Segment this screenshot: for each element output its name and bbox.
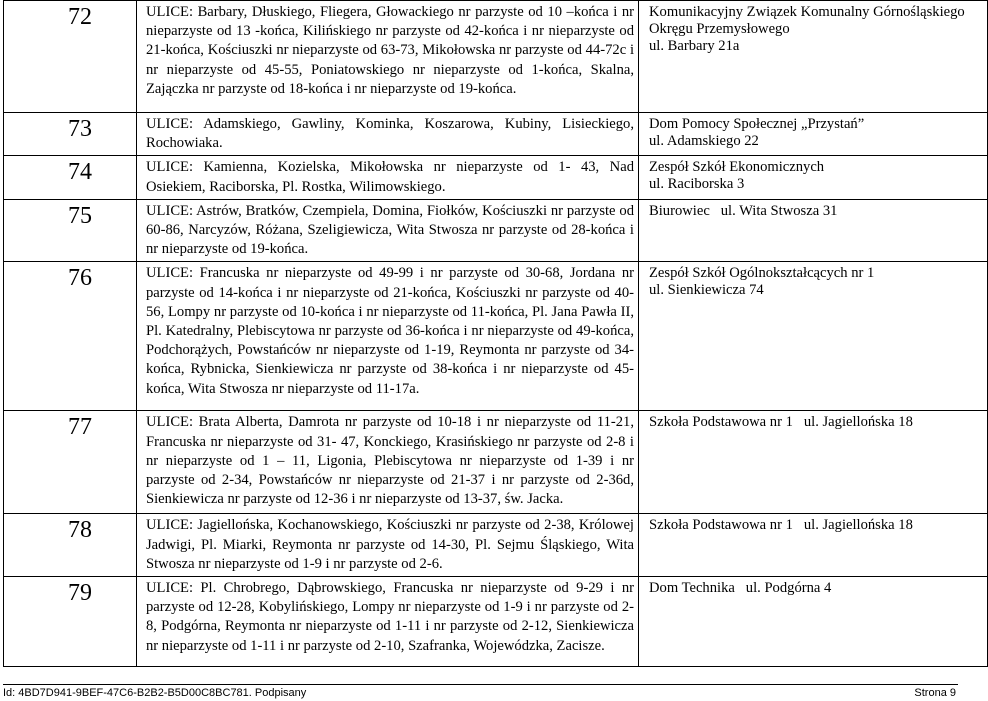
district-streets bbox=[137, 113, 639, 156]
streets-text: ULICE: Adamskiego, Gawliny, Kominka, Koszarowa, Kubiny, Lisieckiego, Rochowiaka. bbox=[146, 116, 634, 152]
district-streets bbox=[137, 577, 639, 667]
table-row bbox=[4, 113, 988, 156]
polling-station-name: Biurowiec ul. Wita Stwosza 31 bbox=[649, 202, 838, 219]
polling-station bbox=[639, 113, 988, 156]
polling-station bbox=[639, 514, 988, 577]
district-streets bbox=[137, 262, 639, 411]
district-number: 76 bbox=[4, 262, 137, 411]
district-number: 78 bbox=[4, 514, 137, 577]
district-number: 79 bbox=[4, 577, 137, 667]
district-number: 72 bbox=[4, 1, 137, 113]
page-footer bbox=[3, 684, 958, 701]
polling-station-name: Szkoła Podstawowa nr 1 ul. Jagiellońska 18 bbox=[649, 517, 913, 534]
district-number: 75 bbox=[4, 199, 137, 262]
polling-station bbox=[639, 199, 988, 262]
streets-text: ULICE: Kamienna, Kozielska, Mikołowska nr nieparzyste od 1- 43, Nad Osiekiem, Raciborska, Pl. Rostka, Wilimowskiego. bbox=[146, 159, 634, 195]
polling-station bbox=[639, 411, 988, 514]
polling-station-name: Zespół Szkół Ogólnokształcących nr 1 bbox=[649, 265, 875, 282]
polling-station-name: Komunikacyjny Związek Komunalny Górnośląskiego Okręgu Przemysłowego bbox=[649, 4, 969, 37]
table-row bbox=[4, 262, 988, 411]
streets-text: ULICE: Brata Alberta, Damrota nr parzyste od 10-18 i nr nieparzyste od 11-21, Francuska nr nieparzyste od 31- 47, Konckiego, Krasińskiego nr parzyste od 2-8 i nr nieparzyste od 1 – 11, Ligonia, Plebiscytowa nr nieparzyste od 1-39 i nr parzyste od 2-34, Powstańców nr nieparzyste od 21-37 i nr parzyste od 2-36d, Sienkiewicza nr parzyste od 12-36 i nr nieparzyste od 13-37, św. Jacka. bbox=[146, 414, 634, 508]
streets-text: ULICE: Pl. Chrobrego, Dąbrowskiego, Francuska nr nieparzyste od 9-29 i nr parzyste od 12-28, Kobylińskiego, Lompy nr nieparzyste od 1-9 i nr parzyste od 2-8, Podgórna, Reymonta nr nieparzyste od 1-11 i nr parzyste od 2-12, Sienkiewicza nr nieparzyste od 1-11 i nr parzyste od 2-10, Szafranka, Wojewódzka, Zacisze. bbox=[146, 580, 634, 654]
district-streets bbox=[137, 1, 639, 113]
polling-station-name: Dom Technika ul. Podgórna 4 bbox=[649, 580, 832, 597]
district-number: 73 bbox=[4, 113, 137, 156]
district-streets bbox=[137, 514, 639, 577]
polling-station bbox=[639, 1, 988, 113]
district-number: 77 bbox=[4, 411, 137, 514]
table-row bbox=[4, 1, 988, 113]
district-table-body bbox=[4, 1, 988, 667]
polling-station-address: ul. Raciborska 3 bbox=[649, 176, 745, 193]
district-table bbox=[3, 0, 988, 667]
polling-station bbox=[639, 156, 988, 199]
polling-station-name: Szkoła Podstawowa nr 1 ul. Jagiellońska 18 bbox=[649, 414, 913, 431]
polling-station-name: Dom Pomocy Społecznej „Przystań” bbox=[649, 116, 865, 132]
streets-text: ULICE: Barbary, Dłuskiego, Fliegera, Głowackiego nr parzyste od 10 –końca i nr nieparzyste od 13 -końca, Kilińskiego nr parzyste od 42-końca i nr nieparzyste od 21-końca, Kościuszki nr nieparzyste od 63-73, Mikołowska nr parzyste od 44-72c i nr nieparzyste od 45-55, Poniatowskiego nr nieparzyste od 1-końca, Skalna, Zajączka nr parzyste od 18-końca i nr nieparzyste od 19-końca. bbox=[146, 4, 634, 97]
page-number: Strona 9 bbox=[914, 687, 956, 699]
table-row bbox=[4, 199, 988, 262]
district-number: 74 bbox=[4, 156, 137, 199]
polling-station bbox=[639, 577, 988, 667]
streets-text: ULICE: Astrów, Bratków, Czempiela, Domina, Fiołków, Kościuszki nr parzyste od 60-86, Narcyzów, Różana, Szeligiewicza, Wita Stwosza nr parzyste od 28-końca i nr nieparzyste od 19-końca. bbox=[146, 202, 634, 258]
streets-text: ULICE: Jagiellońska, Kochanowskiego, Kościuszki nr parzyste od 2-38, Królowej Jadwigi, Pl. Miarki, Reymonta nr parzyste od 14-30, Pl. Sejmu Śląskiego, Wita Stwosza nr nieparzyste od 1-9 i nr parzyste od 2-6. bbox=[146, 517, 634, 572]
polling-station-address: ul. Barbary 21a bbox=[649, 38, 740, 54]
polling-station bbox=[639, 262, 988, 411]
polling-station-name: Zespół Szkół Ekonomicznych bbox=[649, 159, 825, 176]
table-row bbox=[4, 577, 988, 667]
table-row bbox=[4, 514, 988, 577]
district-streets bbox=[137, 411, 639, 514]
polling-station-address: ul. Adamskiego 22 bbox=[649, 133, 759, 149]
document-id: Id: 4BD7D941-9BEF-47C6-B2B2-B5D00C8BC781. Podpisany bbox=[3, 687, 307, 699]
table-row bbox=[4, 156, 988, 199]
district-streets bbox=[137, 199, 639, 262]
polling-station-address: ul. Sienkiewicza 74 bbox=[649, 282, 764, 299]
district-streets bbox=[137, 156, 639, 199]
streets-text: ULICE: Francuska nr nieparzyste od 49-99 i nr parzyste od 30-68, Jordana nr parzyste od 14-końca i nr nieparzyste od 21-końca, Kościuszki nr parzyste od 40-56, Lompy nr parzyste od 10-końca i nr nieparzyste od 11-końca, Pl. Jana Pawła II, Pl. Katedralny, Plebiscytowa nr parzyste od 36-końca i nr nieparzyste od 49-końca, Podchorążych, Powstańców nr nieparzyste od 1-19, Reymonta nr parzyste od 34-końca, Rybnicka, Sienkiewicza nr parzyste od 38-końca i nr nieparzyste od 45-końca, Wita Stwosza nr nieparzyste od 11-17a. bbox=[146, 265, 634, 397]
table-row bbox=[4, 411, 988, 514]
